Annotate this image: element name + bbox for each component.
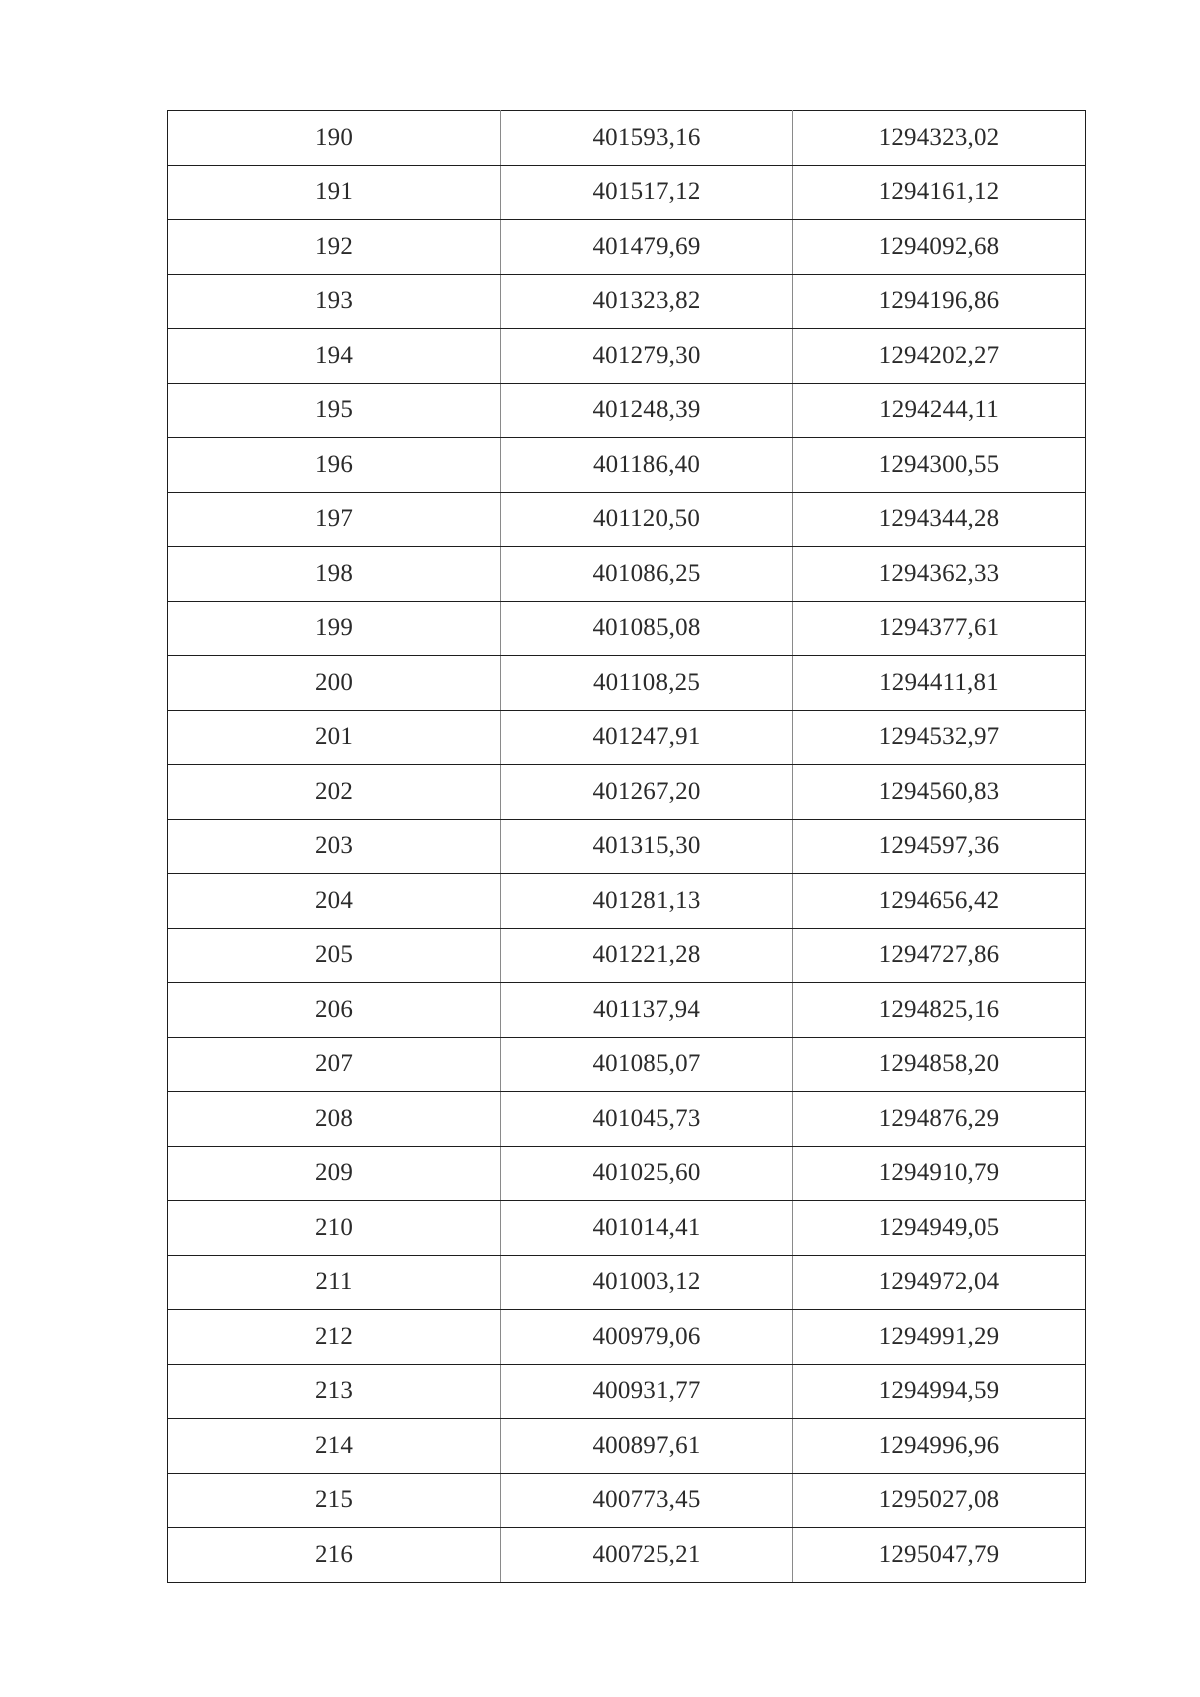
y-coordinate-cell: 1294972,04 [793, 1255, 1086, 1310]
coordinates-table-body [168, 111, 1086, 1583]
point-number-cell: 197 [168, 492, 501, 547]
table-row [168, 383, 1086, 438]
y-coordinate-cell: 1294092,68 [793, 220, 1086, 275]
y-coordinate-cell: 1294656,42 [793, 874, 1086, 929]
point-number-cell: 200 [168, 656, 501, 711]
x-coordinate-cell: 400931,77 [501, 1364, 793, 1419]
x-coordinate-cell: 401085,08 [501, 601, 793, 656]
x-coordinate-cell: 401281,13 [501, 874, 793, 929]
point-number-cell: 199 [168, 601, 501, 656]
point-number-cell: 193 [168, 274, 501, 329]
y-coordinate-cell: 1294161,12 [793, 165, 1086, 220]
y-coordinate-cell: 1295027,08 [793, 1473, 1086, 1528]
x-coordinate-cell: 401247,91 [501, 710, 793, 765]
y-coordinate-cell: 1294532,97 [793, 710, 1086, 765]
point-number-cell: 207 [168, 1037, 501, 1092]
table-row [168, 220, 1086, 275]
x-coordinate-cell: 401086,25 [501, 547, 793, 602]
x-coordinate-cell: 401323,82 [501, 274, 793, 329]
x-coordinate-cell: 400897,61 [501, 1419, 793, 1474]
x-coordinate-cell: 401014,41 [501, 1201, 793, 1256]
table-row [168, 656, 1086, 711]
x-coordinate-cell: 401315,30 [501, 819, 793, 874]
point-number-cell: 204 [168, 874, 501, 929]
table-row [168, 1310, 1086, 1365]
x-coordinate-cell: 400773,45 [501, 1473, 793, 1528]
x-coordinate-cell: 401085,07 [501, 1037, 793, 1092]
point-number-cell: 206 [168, 983, 501, 1038]
table-row [168, 1364, 1086, 1419]
point-number-cell: 203 [168, 819, 501, 874]
y-coordinate-cell: 1294825,16 [793, 983, 1086, 1038]
point-number-cell: 212 [168, 1310, 501, 1365]
point-number-cell: 196 [168, 438, 501, 493]
x-coordinate-cell: 401003,12 [501, 1255, 793, 1310]
point-number-cell: 194 [168, 329, 501, 384]
table-row [168, 329, 1086, 384]
y-coordinate-cell: 1295047,79 [793, 1528, 1086, 1583]
table-row [168, 1201, 1086, 1256]
y-coordinate-cell: 1294949,05 [793, 1201, 1086, 1256]
table-row [168, 1092, 1086, 1147]
y-coordinate-cell: 1294323,02 [793, 111, 1086, 166]
point-number-cell: 209 [168, 1146, 501, 1201]
x-coordinate-cell: 401025,60 [501, 1146, 793, 1201]
y-coordinate-cell: 1294996,96 [793, 1419, 1086, 1474]
x-coordinate-cell: 401108,25 [501, 656, 793, 711]
y-coordinate-cell: 1294362,33 [793, 547, 1086, 602]
point-number-cell: 202 [168, 765, 501, 820]
y-coordinate-cell: 1294727,86 [793, 928, 1086, 983]
x-coordinate-cell: 401248,39 [501, 383, 793, 438]
y-coordinate-cell: 1294994,59 [793, 1364, 1086, 1419]
point-number-cell: 190 [168, 111, 501, 166]
y-coordinate-cell: 1294196,86 [793, 274, 1086, 329]
x-coordinate-cell: 401045,73 [501, 1092, 793, 1147]
table-row [168, 111, 1086, 166]
point-number-cell: 210 [168, 1201, 501, 1256]
point-number-cell: 195 [168, 383, 501, 438]
table-row [168, 874, 1086, 929]
point-number-cell: 191 [168, 165, 501, 220]
table-row [168, 547, 1086, 602]
y-coordinate-cell: 1294991,29 [793, 1310, 1086, 1365]
x-coordinate-cell: 401120,50 [501, 492, 793, 547]
coordinates-table [167, 110, 1086, 1583]
point-number-cell: 208 [168, 1092, 501, 1147]
point-number-cell: 215 [168, 1473, 501, 1528]
table-row [168, 710, 1086, 765]
table-row [168, 1255, 1086, 1310]
x-coordinate-cell: 401279,30 [501, 329, 793, 384]
table-row [168, 1146, 1086, 1201]
y-coordinate-cell: 1294300,55 [793, 438, 1086, 493]
table-row [168, 765, 1086, 820]
x-coordinate-cell: 401479,69 [501, 220, 793, 275]
point-number-cell: 213 [168, 1364, 501, 1419]
table-row [168, 1528, 1086, 1583]
y-coordinate-cell: 1294344,28 [793, 492, 1086, 547]
table-row [168, 492, 1086, 547]
table-row [168, 438, 1086, 493]
table-row [168, 601, 1086, 656]
x-coordinate-cell: 401137,94 [501, 983, 793, 1038]
x-coordinate-cell: 400725,21 [501, 1528, 793, 1583]
x-coordinate-cell: 401221,28 [501, 928, 793, 983]
table-row [168, 1037, 1086, 1092]
x-coordinate-cell: 401517,12 [501, 165, 793, 220]
point-number-cell: 198 [168, 547, 501, 602]
table-row [168, 274, 1086, 329]
point-number-cell: 211 [168, 1255, 501, 1310]
y-coordinate-cell: 1294411,81 [793, 656, 1086, 711]
x-coordinate-cell: 401186,40 [501, 438, 793, 493]
x-coordinate-cell: 400979,06 [501, 1310, 793, 1365]
point-number-cell: 192 [168, 220, 501, 275]
point-number-cell: 216 [168, 1528, 501, 1583]
y-coordinate-cell: 1294597,36 [793, 819, 1086, 874]
x-coordinate-cell: 401593,16 [501, 111, 793, 166]
table-row [168, 983, 1086, 1038]
table-row [168, 1419, 1086, 1474]
table-row [168, 928, 1086, 983]
y-coordinate-cell: 1294876,29 [793, 1092, 1086, 1147]
y-coordinate-cell: 1294858,20 [793, 1037, 1086, 1092]
table-row [168, 819, 1086, 874]
y-coordinate-cell: 1294244,11 [793, 383, 1086, 438]
table-row [168, 165, 1086, 220]
point-number-cell: 205 [168, 928, 501, 983]
point-number-cell: 201 [168, 710, 501, 765]
y-coordinate-cell: 1294560,83 [793, 765, 1086, 820]
y-coordinate-cell: 1294202,27 [793, 329, 1086, 384]
point-number-cell: 214 [168, 1419, 501, 1474]
y-coordinate-cell: 1294377,61 [793, 601, 1086, 656]
y-coordinate-cell: 1294910,79 [793, 1146, 1086, 1201]
x-coordinate-cell: 401267,20 [501, 765, 793, 820]
table-row [168, 1473, 1086, 1528]
